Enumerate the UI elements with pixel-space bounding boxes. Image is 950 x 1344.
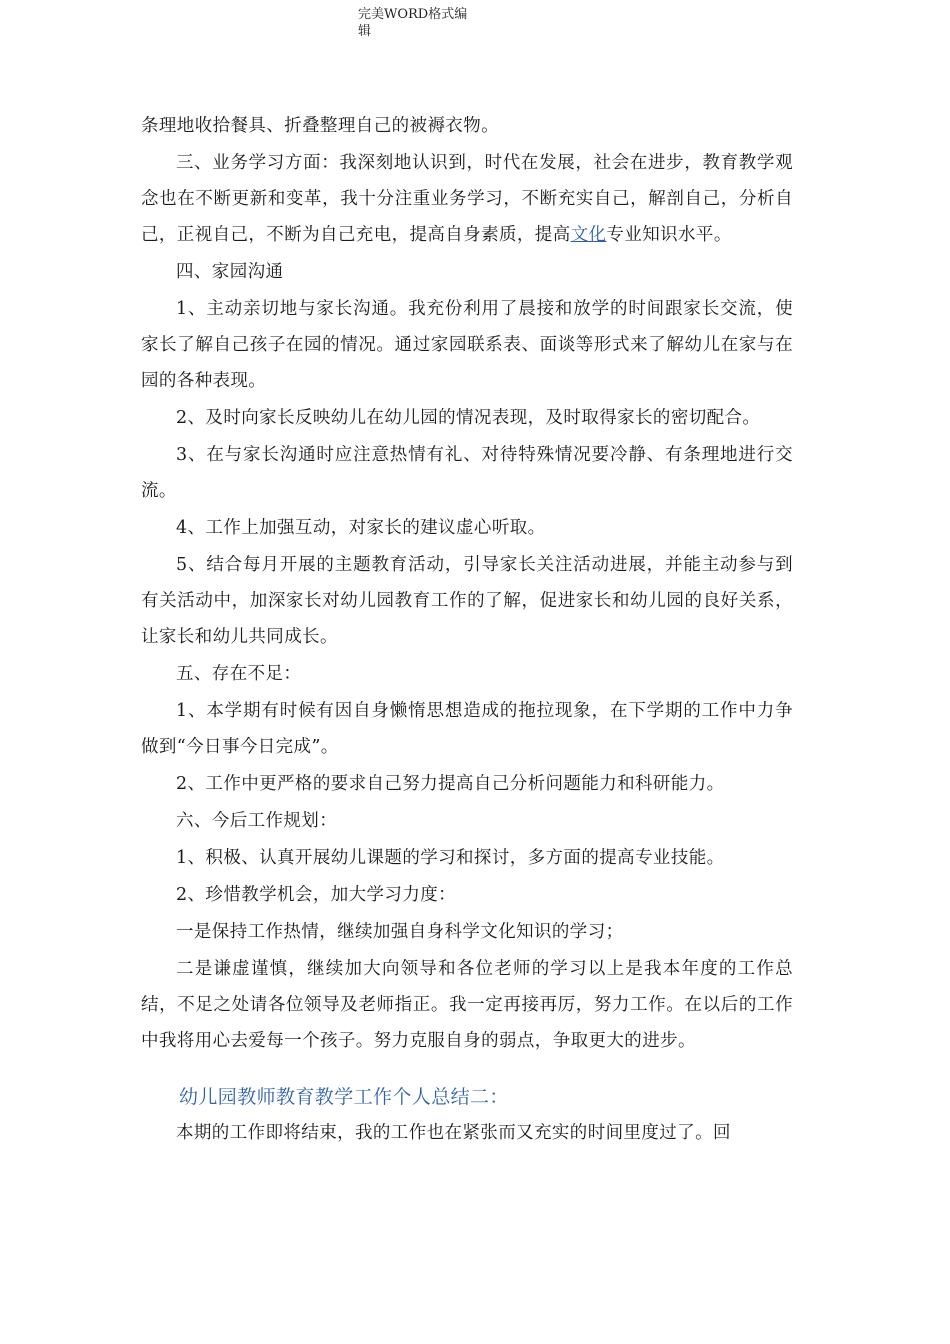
paragraph-9: 1、本学期有时候有因自身懒惰思想造成的拖拉现象，在下学期的工作中力争做到“今日事今日完成”。 [141,701,793,757]
section-subtitle: 幼儿园教师教育教学工作个人总结二： [179,1086,509,1108]
section-heading-plan: 六、今后工作规划： [176,811,338,831]
paragraph-10: 2、工作中更严格的要求自己努力提高自己分析问题能力和科研能力。 [176,774,725,794]
paragraph-1-tail: 专业知识水平。 [606,225,732,245]
paragraph-0: 条理地收拾餐具、折叠整理自己的被褥衣物。 [141,116,499,136]
paragraph-5: 3、在与家长沟通时应注意热情有礼、对待特殊情况要冷静、有条理地进行交流。 [141,445,793,501]
document-body [141,108,793,1151]
paragraph-12: 1、积极、认真开展幼儿课题的学习和探讨，多方面的提高专业技能。 [176,848,725,868]
closing-paragraph: 本期的工作即将结束，我的工作也在紧张而又充实的时间里度过了。回 [176,1123,731,1143]
paragraph-7: 5、结合每月开展的主题教育活动，引导家长关注活动进展，并能主动参与到有关活动中，加深家长对幼儿园教育工作的了解，促进家长和幼儿园的良好关系，让家长和幼儿共同成长。 [141,555,793,647]
paragraph-13: 2、珍惜教学机会，加大学习力度： [176,885,457,905]
culture-link[interactable]: 文化 [570,225,607,245]
paragraph-15: 二是谦虚谨慎，继续加大向领导和各位老师的学习以上是我本年度的工作总结，不足之处请各位领导及老师指正。我一定再接再厉，努力工作。在以后的工作中我将用心去爱每一个孩子。努力克服自身的弱点，争取更大的进步。 [141,959,793,1051]
paragraph-1-text: 三、业务学习方面：我深刻地认识到，时代在发展，社会在进步，教育教学观念也在不断更新和变革，我十分注重业务学习，不断充实自己，解剖自己，分析自己，正视自己，不断为自己充电，提高自身素质，提高 [141,153,793,245]
paragraph-6: 4、工作上加强互动，对家长的建议虚心听取。 [176,518,546,538]
paragraph-3: 1、主动亲切地与家长沟通。我充份利用了晨接和放学的时间跟家长交流，使家长了解自己孩子在园的情况。通过家园联系表、面谈等形式来了解幼儿在家与在园的各种表现。 [141,299,793,391]
section-heading-shortcomings: 五、存在不足： [176,664,302,684]
paragraph-1 [141,145,793,253]
section-heading-communication: 四、家园沟通 [176,262,284,282]
header-line-2: 辑 [358,24,372,39]
paragraph-4: 2、及时向家长反映幼儿在幼儿园的情况表现，及时取得家长的密切配合。 [176,408,761,428]
header-line-1: 完美WORD格式编 [358,7,468,22]
page-header [358,6,488,40]
paragraph-14: 一是保持工作热情，继续加强自身科学文化知识的学习； [176,922,624,942]
